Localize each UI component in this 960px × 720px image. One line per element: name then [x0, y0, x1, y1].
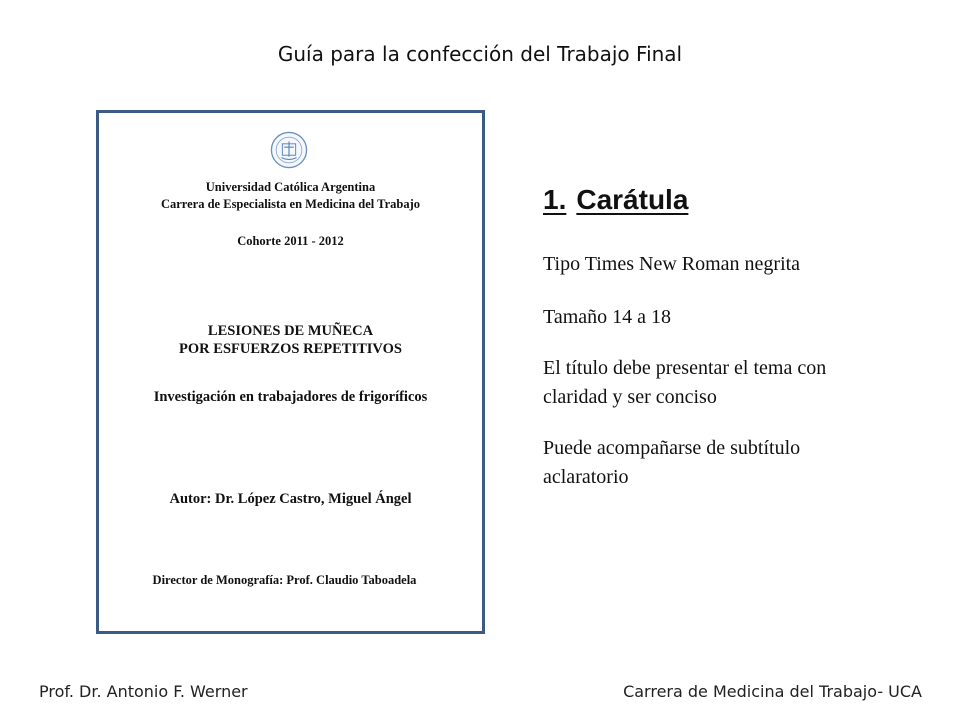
slide-header-title: Guía para la confección del Trabajo Final — [277, 42, 683, 66]
cover-cohort: Cohorte 2011 - 2012 — [237, 234, 344, 248]
section-caratula — [543, 180, 933, 518]
cover-thesis-subtitle: Investigación en trabajadores de frigoríficos — [153, 389, 428, 405]
footer-program: Carrera de Medicina del Trabajo- UCA — [623, 682, 922, 701]
cover-thesis-title-line1: LESIONES DE MUÑECA — [207, 323, 374, 339]
section-title — [543, 180, 933, 220]
cover-thesis-title-line2: POR ESFUERZOS REPETITIVOS — [179, 341, 402, 357]
footer-author: Prof. Dr. Antonio F. Werner — [39, 682, 248, 701]
section-point-font: Tipo Times New Roman negrita — [543, 253, 801, 275]
section-point-subtitle: Puede acompañarse de subtítulo aclaratorio — [543, 437, 801, 488]
section-point-title: El título debe presentar el tema con claridad y ser conciso — [543, 357, 827, 408]
cover-career: Carrera de Especialista en Medicina del Trabajo — [160, 197, 420, 211]
cover-university: Universidad Católica Argentina — [205, 180, 376, 194]
section-point-size: Tamaño 14 a 18 — [543, 306, 672, 328]
section-number: 1. — [543, 184, 567, 215]
university-seal-icon — [270, 131, 308, 169]
cover-page-example — [96, 110, 485, 634]
section-title-text: Carátula — [576, 184, 689, 215]
cover-author: Autor: Dr. López Castro, Miguel Ángel — [169, 491, 412, 507]
cover-director: Director de Monografía: Prof. Claudio Taboadela — [152, 573, 417, 587]
